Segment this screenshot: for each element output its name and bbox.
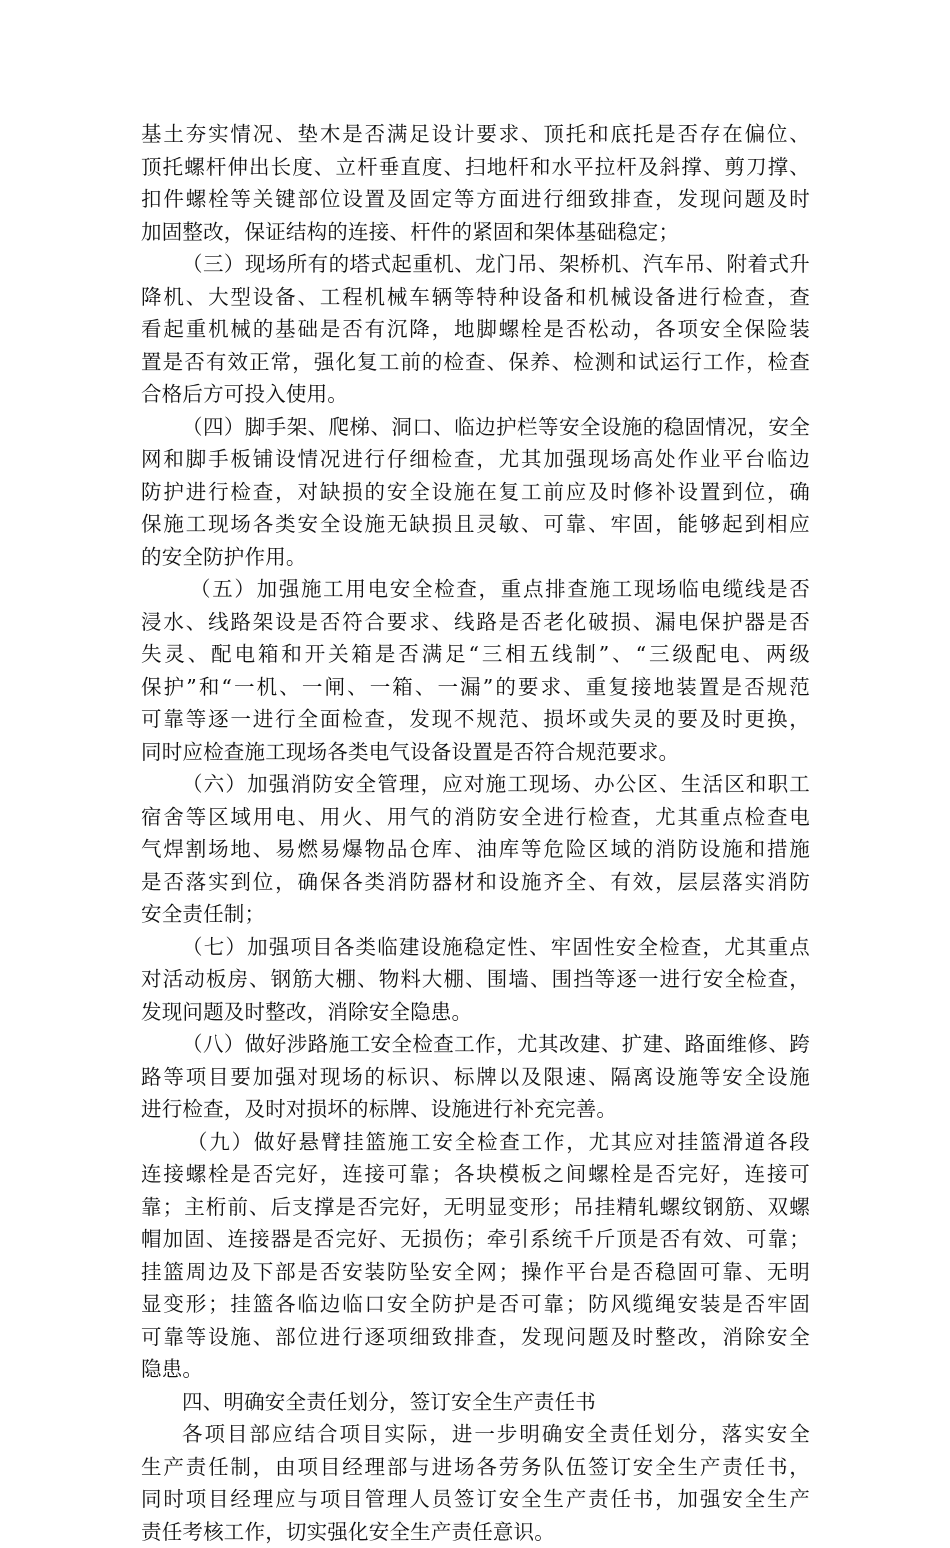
text-line: 宿舍等区域用电、用火、用气的消防安全进行检查，尤其重点检查电 [141,801,810,834]
paragraph-6-start: （六）加强消防安全管理，应对施工现场、办公区、生活区和职工 [141,768,810,801]
text-line: 生产责任制，由项目经理部与进场各劳务队伍签订安全生产责任书， [141,1451,810,1484]
paragraph-5-start: （五）加强施工用电安全检查，重点排查施工现场临电缆线是否 [141,573,810,606]
text-line: 进行检查，及时对损坏的标牌、设施进行补充完善。 [141,1093,810,1126]
text-line: 发现问题及时整改，消除安全隐患。 [141,996,810,1029]
text-line: 扣件螺栓等关键部位设置及固定等方面进行细致排查，发现问题及时 [141,183,810,216]
text-line: 气焊割场地、易燃易爆物品仓库、油库等危险区域的消防设施和措施 [141,833,810,866]
text-line: 降机、大型设备、工程机械车辆等特种设备和机械设备进行检查，查 [141,281,810,314]
text-line: 浸水、线路架设是否符合要求、线路是否老化破损、漏电保护器是否 [141,606,810,639]
text-line: 顶托螺杆伸出长度、立杆垂直度、扫地杆和水平拉杆及斜撑、剪刀撑、 [141,151,810,184]
document-page [141,118,810,1548]
text-line: 帽加固、连接器是否完好、无损伤；牵引系统千斤顶是否有效、可靠； [141,1223,810,1256]
text-line: 失灵、配电箱和开关箱是否满足“三相五线制”、“三级配电、两级 [141,638,810,671]
text-line: 同时项目经理应与项目管理人员签订安全生产责任书，加强安全生产 [141,1483,810,1516]
paragraph-7-start: （七）加强项目各类临建设施稳定性、牢固性安全检查，尤其重点 [141,931,810,964]
paragraph-4-start: （四）脚手架、爬梯、洞口、临边护栏等安全设施的稳固情况，安全 [141,411,810,444]
paragraph-9-start: （九）做好悬臂挂篮施工安全检查工作，尤其应对挂篮滑道各段 [141,1126,810,1159]
text-line: 路等项目要加强对现场的标识、标牌以及限速、隔离设施等安全设施 [141,1061,810,1094]
text-line: 可靠等逐一进行全面检查，发现不规范、损坏或失灵的要及时更换， [141,703,810,736]
text-line: 保施工现场各类安全设施无缺损且灵敏、可靠、牢固，能够起到相应 [141,508,810,541]
text-line: 安全责任制； [141,898,810,931]
text-line: 保护”和“一机、一闸、一箱、一漏”的要求、重复接地装置是否规范 [141,671,810,704]
section-heading: 四、明确安全责任划分，签订安全生产责任书 [141,1386,810,1419]
text-line: 靠；主桁前、后支撑是否完好，无明显变形；吊挂精轧螺纹钢筋、双螺 [141,1191,810,1224]
paragraph-8-start: （八）做好涉路施工安全检查工作，尤其改建、扩建、路面维修、跨 [141,1028,810,1061]
text-line: 看起重机械的基础是否有沉降，地脚螺栓是否松动，各项安全保险装 [141,313,810,346]
text-line: 可靠等设施、部位进行逐项细致排查，发现问题及时整改，消除安全 [141,1321,810,1354]
text-line: 防护进行检查，对缺损的安全设施在复工前应及时修补设置到位，确 [141,476,810,509]
text-line: 的安全防护作用。 [141,541,810,574]
text-line: 挂篮周边及下部是否安装防坠安全网；操作平台是否稳固可靠、无明 [141,1256,810,1289]
text-line: 对活动板房、钢筋大棚、物料大棚、围墙、围挡等逐一进行安全检查， [141,963,810,996]
text-line: 显变形；挂篮各临边临口安全防护是否可靠；防风缆绳安装是否牢固 [141,1288,810,1321]
text-line: 是否落实到位，确保各类消防器材和设施齐全、有效，层层落实消防 [141,866,810,899]
paragraph-10-start: 各项目部应结合项目实际，进一步明确安全责任划分，落实安全 [141,1418,810,1451]
text-line: 合格后方可投入使用。 [141,378,810,411]
text-line: 责任考核工作，切实强化安全生产责任意识。 [141,1516,810,1548]
text-line: 连接螺栓是否完好，连接可靠；各块模板之间螺栓是否完好，连接可 [141,1158,810,1191]
text-line: 基土夯实情况、垫木是否满足设计要求、顶托和底托是否存在偏位、 [141,118,810,151]
text-line: 加固整改，保证结构的连接、杆件的紧固和架体基础稳定； [141,216,810,249]
text-line: 置是否有效正常，强化复工前的检查、保养、检测和试运行工作，检查 [141,346,810,379]
text-line: 隐患。 [141,1353,810,1386]
text-line: 网和脚手板铺设情况进行仔细检查，尤其加强现场高处作业平台临边 [141,443,810,476]
text-line: 同时应检查施工现场各类电气设备设置是否符合规范要求。 [141,736,810,769]
paragraph-3-start: （三）现场所有的塔式起重机、龙门吊、架桥机、汽车吊、附着式升 [141,248,810,281]
